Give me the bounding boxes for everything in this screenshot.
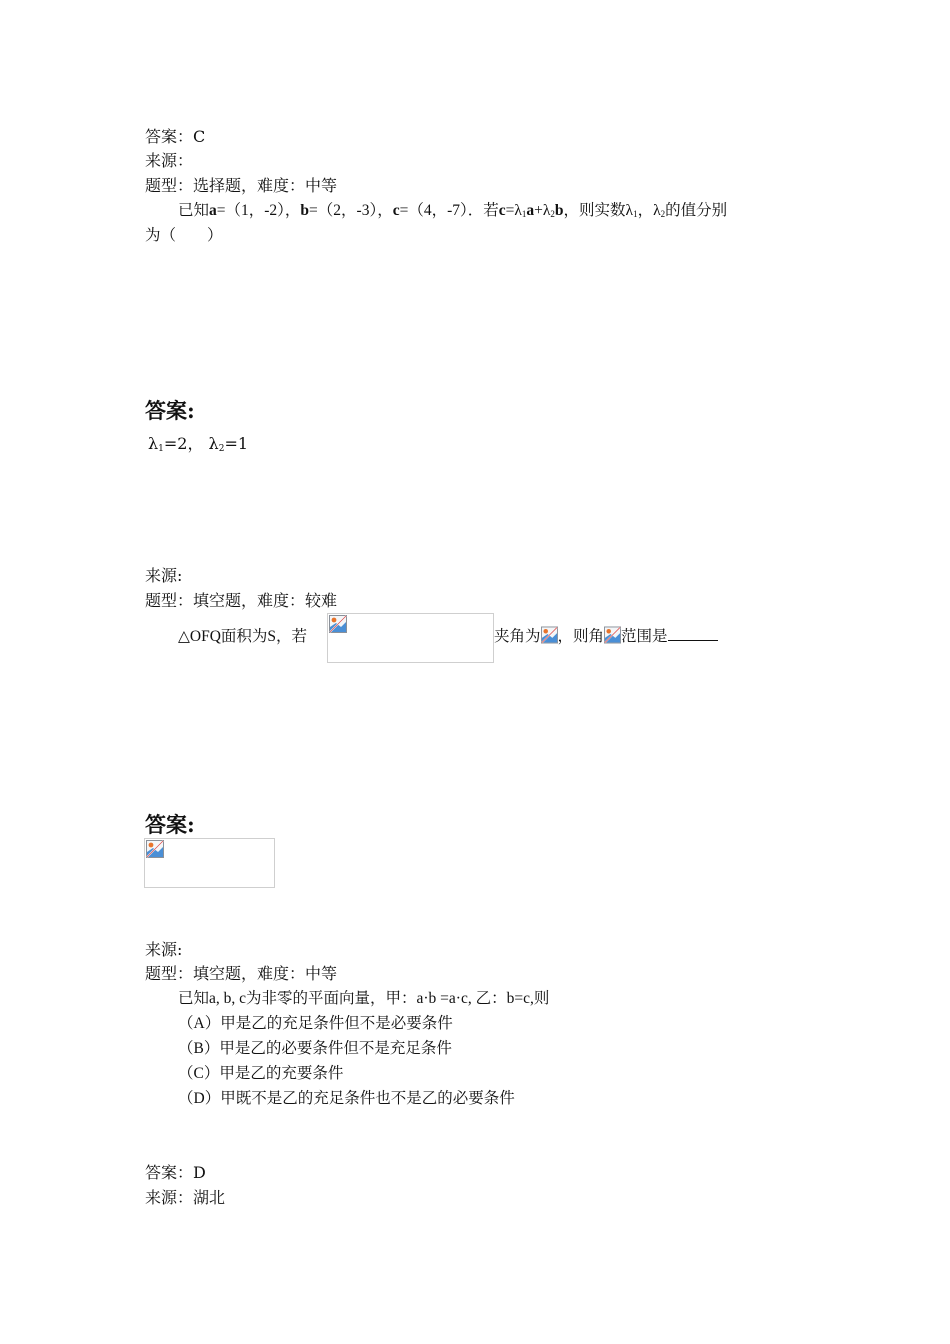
q1-type: 题型：选择题，难度：中等 xyxy=(145,176,338,195)
q3-option-c: （C）甲是乙的充要条件 xyxy=(178,1065,344,1082)
q1-source: 来源： xyxy=(145,151,194,170)
q3-answer-image xyxy=(144,838,275,888)
q2-stem: △OFQ面积为S，若 xyxy=(178,628,308,645)
fill-blank xyxy=(668,626,718,641)
broken-image-icon xyxy=(541,626,558,644)
q2-type: 题型：填空题，难度：较难 xyxy=(145,591,338,610)
q2-formula-image xyxy=(327,613,494,663)
q3-stem: 已知a, b, c为非零的平面向量，甲：a·b =a·c, 乙：b=c,则 xyxy=(178,990,550,1007)
q2-source: 来源: xyxy=(145,566,183,585)
q3-source: 来源: xyxy=(145,940,183,959)
q2-answer-value: $\lambda_1=2$， $\lambda_2=1$ xyxy=(148,434,249,454)
broken-image-icon xyxy=(146,840,164,858)
q1-answer: 答案：C xyxy=(145,127,206,146)
q3-answer: 答案：D xyxy=(145,1163,206,1182)
q1-stem-line1: 已知a=（1，-2），b=（2，-3），c=（4，-7）．若$c=\lambda_1a+\lambda_2b$，则实数$\lambda_1$，$\lambda_2$的值分别 xyxy=(178,202,728,219)
broken-image-icon xyxy=(604,626,621,644)
q3-option-d: （D）甲既不是乙的充足条件也不是乙的必要条件 xyxy=(178,1090,515,1107)
q3-option-a: （A）甲是乙的充足条件但不是必要条件 xyxy=(178,1015,453,1032)
q3-source-hubei: 来源：湖北 xyxy=(145,1188,226,1207)
q2-answer-heading: 答案: xyxy=(145,398,195,423)
q2-stem-tail: 夹角为 ，则角 范围是 xyxy=(494,626,718,648)
q3-answer-heading: 答案: xyxy=(145,812,195,837)
broken-image-icon xyxy=(329,615,347,633)
q3-type: 题型：填空题，难度：中等 xyxy=(145,964,338,983)
q3-option-b: （B）甲是乙的必要条件但不是充足条件 xyxy=(178,1040,452,1057)
q1-stem-line2: 为（ ） xyxy=(145,227,223,244)
